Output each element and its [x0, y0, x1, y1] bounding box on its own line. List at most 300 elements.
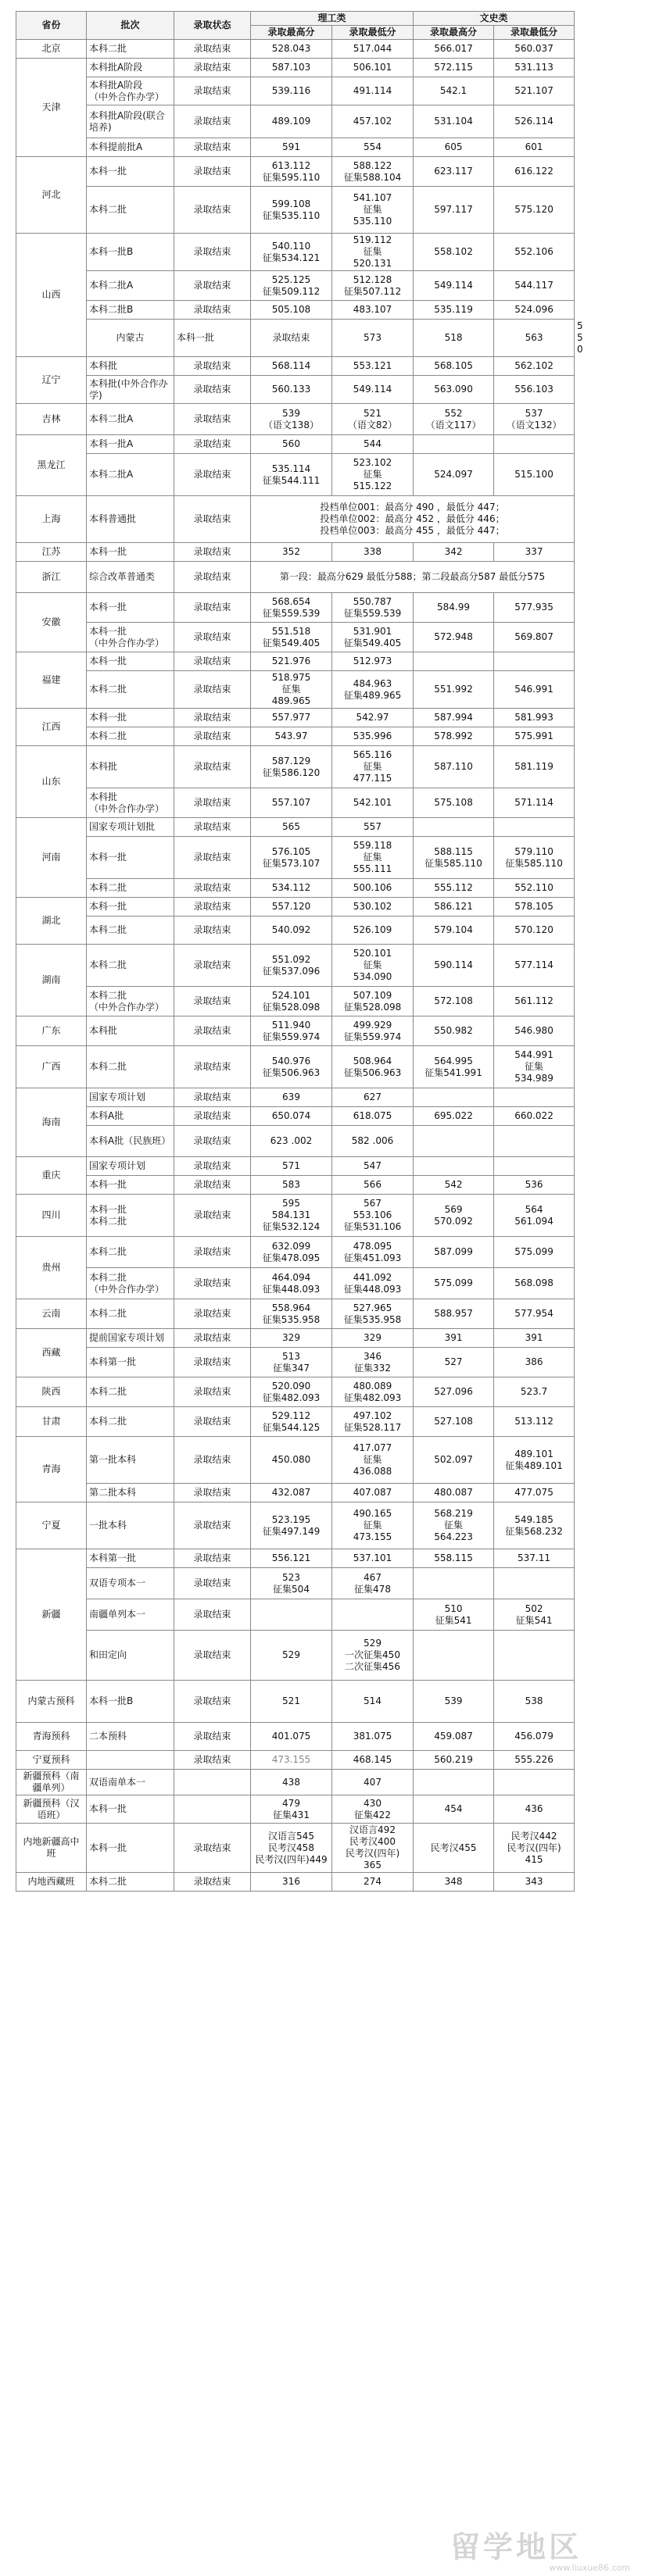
- table-row: [16, 898, 575, 916]
- header-province: 省份: [16, 12, 87, 40]
- province-cell: 安徽: [16, 593, 87, 652]
- sci-min-cell: 554: [332, 138, 414, 157]
- sci-max-cell: 401.075: [251, 1723, 332, 1751]
- status-cell: 录取结束: [174, 1176, 251, 1195]
- lib-max-cell: 342: [414, 543, 494, 562]
- sci-max-cell: 551.518 征集549.405: [251, 623, 332, 652]
- lib-max-cell: 539: [414, 1681, 494, 1723]
- sci-max-cell: 560.133: [251, 376, 332, 404]
- sci-min-cell: 518: [414, 320, 494, 357]
- sci-max-cell: 599.108 征集535.110: [251, 187, 332, 234]
- sci-min-cell: 346 征集332: [332, 1348, 414, 1377]
- sci-min-cell: 338: [332, 543, 414, 562]
- sci-max-cell: 520.090 征集482.093: [251, 1377, 332, 1407]
- sci-max-cell: 489.109: [251, 105, 332, 138]
- table-row: [16, 1723, 575, 1751]
- status-cell: [174, 1770, 251, 1795]
- lib-max-cell: 588.957: [414, 1299, 494, 1329]
- batch-cell: 南疆单列本一: [87, 1599, 174, 1631]
- table-row: [16, 623, 575, 652]
- sci-max-cell: 539.116: [251, 77, 332, 105]
- sci-min-cell: 566: [332, 1176, 414, 1195]
- watermark-site: www.liuxue86.com: [549, 2563, 630, 2573]
- lib-max-cell: [414, 1631, 494, 1681]
- status-cell: 录取结束: [174, 1437, 251, 1484]
- table-row: [16, 1088, 575, 1107]
- sci-max-cell: 523.195 征集497.149: [251, 1502, 332, 1549]
- status-cell: 录取结束: [174, 1107, 251, 1126]
- province-cell: 北京: [16, 40, 87, 59]
- table-row: [16, 1176, 575, 1195]
- lib-min-cell: 456.079: [494, 1723, 575, 1751]
- table-row: [16, 77, 575, 105]
- lib-min-cell: 581.993: [494, 709, 575, 727]
- lib-max-cell: 564.995 征集541.991: [414, 1046, 494, 1088]
- lib-min-cell: 343: [494, 1873, 575, 1892]
- lib-min-cell: 521.107: [494, 77, 575, 105]
- sci-max-cell: 591: [251, 138, 332, 157]
- province-cell: 上海: [16, 496, 87, 543]
- batch-cell: 第二批本科: [87, 1484, 174, 1502]
- table-row: [16, 157, 575, 187]
- sci-max-cell: 529: [251, 1631, 332, 1681]
- sci-min-cell: 519.112 征集 520.131: [332, 234, 414, 271]
- lib-max-cell: 605: [414, 138, 494, 157]
- sci-min-cell: 544: [332, 435, 414, 454]
- lib-min-cell: 549.185 征集568.232: [494, 1502, 575, 1549]
- province-cell: 内蒙古预科: [16, 1681, 87, 1723]
- lib-min-cell: 391: [494, 1329, 575, 1348]
- sci-min-cell: 588.122 征集588.104: [332, 157, 414, 187]
- lib-max-cell: 527: [414, 1348, 494, 1377]
- batch-cell: 综合改革普通类: [87, 562, 174, 593]
- batch-cell: 本科普通批: [87, 496, 174, 543]
- batch-cell: 本科二批: [87, 671, 174, 709]
- batch-cell: 本科一批A: [87, 435, 174, 454]
- province-cell: 天津: [16, 59, 87, 157]
- header-lib-max: 录取最高分: [414, 26, 494, 40]
- sci-min-cell: 514: [332, 1681, 414, 1723]
- sci-min-cell: 508.964 征集506.963: [332, 1046, 414, 1088]
- batch-cell: 本科一批 （中外合作办学）: [87, 623, 174, 652]
- lib-min-cell: 556.103: [494, 376, 575, 404]
- sci-min-cell: 407.087: [332, 1484, 414, 1502]
- sci-max-cell: 557.107: [251, 788, 332, 818]
- table-row: [16, 40, 575, 59]
- lib-max-cell: 586.121: [414, 898, 494, 916]
- lib-min-cell: 575.120: [494, 187, 575, 234]
- sci-max-cell: 479 征集431: [251, 1795, 332, 1824]
- batch-cell: 本科二批: [87, 1299, 174, 1329]
- table-row: [16, 234, 575, 271]
- status-cell: 录取结束: [174, 746, 251, 788]
- batch-cell: 本科第一批: [87, 1348, 174, 1377]
- lib-max-cell: 579.104: [414, 916, 494, 945]
- table-row: [16, 1348, 575, 1377]
- batch-cell: 国家专项计划: [87, 1157, 174, 1176]
- lib-max-cell: 563: [494, 320, 575, 357]
- sci-max-cell: 587.103: [251, 59, 332, 77]
- table-row: [16, 1046, 575, 1088]
- province-cell: 宁夏预科: [16, 1751, 87, 1770]
- sci-max-cell: 540.092: [251, 916, 332, 945]
- status-cell: 录取结束: [174, 1407, 251, 1437]
- lib-max-cell: 552 （语文117）: [414, 404, 494, 435]
- lib-max-cell: 510 征集541: [414, 1599, 494, 1631]
- sci-min-cell: 531.901 征集549.405: [332, 623, 414, 652]
- sci-min-cell: 483.107: [332, 301, 414, 320]
- lib-max-cell: [414, 1770, 494, 1795]
- sci-max-cell: 329: [251, 1329, 332, 1348]
- header-sci-max: 录取最高分: [251, 26, 332, 40]
- sci-max-cell: 524.101 征集528.098: [251, 987, 332, 1016]
- lib-max-cell: [414, 1157, 494, 1176]
- sci-max-cell: 525.125 征集509.112: [251, 271, 332, 301]
- batch-cell: 本科批: [87, 357, 174, 376]
- batch-cell: 本科一批: [87, 1795, 174, 1824]
- status-cell: 录取结束: [174, 837, 251, 879]
- batch-cell: 本科一批B: [87, 1681, 174, 1723]
- lib-min-cell: 560.037: [494, 40, 575, 59]
- lib-min-cell: 544.117: [494, 271, 575, 301]
- sci-max-cell: 557.977: [251, 709, 332, 727]
- sci-min-cell: 521 （语文82）: [332, 404, 414, 435]
- province-cell: 山东: [16, 746, 87, 818]
- batch-cell: 一批本科: [87, 1502, 174, 1549]
- lib-max-cell: [414, 435, 494, 454]
- status-cell: 录取结束: [174, 1046, 251, 1088]
- province-cell: 黑龙江: [16, 435, 87, 496]
- table-row: [16, 1157, 575, 1176]
- table-row: [16, 1107, 575, 1126]
- sci-min-cell: 542.97: [332, 709, 414, 727]
- table-row: [16, 496, 575, 543]
- sci-min-cell: 582 .006: [332, 1126, 414, 1157]
- batch-cell: 本科批 （中外合作办学）: [87, 788, 174, 818]
- province-cell: 河南: [16, 818, 87, 898]
- status-cell: 录取结束: [174, 1299, 251, 1329]
- lib-max-cell: 558.102: [414, 234, 494, 271]
- status-cell: 录取结束: [174, 1195, 251, 1237]
- sci-max-cell: 540.976 征集506.963: [251, 1046, 332, 1088]
- province-cell: 湖南: [16, 945, 87, 1016]
- table-row: [16, 837, 575, 879]
- batch-cell: 本科二批: [87, 1046, 174, 1088]
- status-cell: 录取结束: [174, 1348, 251, 1377]
- province-cell: 陕西: [16, 1377, 87, 1407]
- lib-min-cell: 579.110 征集585.110: [494, 837, 575, 879]
- header-sci-min: 录取最低分: [332, 26, 414, 40]
- lib-min-cell: 577.114: [494, 945, 575, 987]
- batch-cell: 本科二批A: [87, 404, 174, 435]
- status-cell: 录取结束: [174, 157, 251, 187]
- table-row: [16, 1770, 575, 1795]
- sci-max-cell: 560: [251, 435, 332, 454]
- lib-max-cell: 597.117: [414, 187, 494, 234]
- lib-min-cell: 575.099: [494, 1237, 575, 1268]
- lib-max-cell: 560.219: [414, 1751, 494, 1770]
- sci-min-cell: 490.165 征集 473.155: [332, 1502, 414, 1549]
- sci-max-cell: 623 .002: [251, 1126, 332, 1157]
- province-cell: 吉林: [16, 404, 87, 435]
- batch-cell: [87, 1751, 174, 1770]
- status-cell: 录取结束: [174, 357, 251, 376]
- lib-max-cell: 584.99: [414, 593, 494, 623]
- table-row: [16, 562, 575, 593]
- lib-min-cell: [494, 435, 575, 454]
- batch-cell: 本科二批: [87, 945, 174, 987]
- sci-max-cell: 632.099 征集478.095: [251, 1237, 332, 1268]
- lib-max-cell: 549.114: [414, 271, 494, 301]
- province-cell: 内地新疆高中班: [16, 1824, 87, 1873]
- table-row: [16, 746, 575, 788]
- status-cell: 录取结束: [174, 1681, 251, 1723]
- lib-min-cell: 575.991: [494, 727, 575, 746]
- batch-cell: 本科A批（民族班）: [87, 1126, 174, 1157]
- sci-min-cell: 480.089 征集482.093: [332, 1377, 414, 1407]
- sci-min-cell: 559.118 征集 555.111: [332, 837, 414, 879]
- lib-max-cell: 590.114: [414, 945, 494, 987]
- sci-max-cell: 595 584.131 征集532.124: [251, 1195, 332, 1237]
- batch-cell: 本科一批: [87, 1824, 174, 1873]
- lib-max-cell: 575.108: [414, 788, 494, 818]
- province-cell: 宁夏: [16, 1502, 87, 1549]
- lib-min-cell: 524.096: [494, 301, 575, 320]
- table-row: [16, 945, 575, 987]
- sci-min-cell: 381.075: [332, 1723, 414, 1751]
- lib-min-cell: 477.075: [494, 1484, 575, 1502]
- sci-max-cell: 576.105 征集573.107: [251, 837, 332, 879]
- lib-max-cell: 558.115: [414, 1549, 494, 1568]
- merged-score-cell: 投档单位001：最高分 490 ，最低分 447； 投档单位002：最高分 452 ，最低分 446； 投档单位003：最高分 455 ，最低分 447；: [251, 496, 575, 543]
- lib-min-cell: [494, 1631, 575, 1681]
- sci-max-cell: 539 （语文138）: [251, 404, 332, 435]
- status-cell: 录取结束: [174, 59, 251, 77]
- status-cell: 录取结束: [174, 818, 251, 837]
- status-cell: 录取结束: [174, 404, 251, 435]
- sci-max-cell: 540.110 征集534.121: [251, 234, 332, 271]
- lib-max-cell: [414, 1126, 494, 1157]
- sci-max-cell: 639: [251, 1088, 332, 1107]
- sci-max-cell: 432.087: [251, 1484, 332, 1502]
- batch-cell: 第一批本科: [87, 1437, 174, 1484]
- status-cell: 录取结束: [174, 1126, 251, 1157]
- status-cell: 录取结束: [174, 77, 251, 105]
- status-cell: 录取结束: [174, 271, 251, 301]
- lib-min-cell: 502 征集541: [494, 1599, 575, 1631]
- status-cell: 录取结束: [174, 1377, 251, 1407]
- sci-min-cell: [332, 1599, 414, 1631]
- batch-cell: 本科二批A: [87, 454, 174, 496]
- table-row: [16, 1631, 575, 1681]
- batch-cell: 本科二批: [87, 187, 174, 234]
- sci-max-cell: 518.975 征集 489.965: [251, 671, 332, 709]
- lib-min-cell: 569.807: [494, 623, 575, 652]
- lib-max-cell: 542.1: [414, 77, 494, 105]
- table-row: [16, 593, 575, 623]
- batch-cell: 本科提前批A: [87, 138, 174, 157]
- province-cell: 青海预科: [16, 1723, 87, 1751]
- table-row: [16, 1268, 575, 1299]
- province-cell: 广西: [16, 1046, 87, 1088]
- lib-min-cell: 546.980: [494, 1016, 575, 1046]
- sci-max-cell: 汉语言545 民考汉458 民考汉(四年)449: [251, 1824, 332, 1873]
- status-cell: 录取结束: [174, 1237, 251, 1268]
- batch-cell: 国家专项计划批: [87, 818, 174, 837]
- status-cell: 录取结束: [174, 987, 251, 1016]
- batch-cell: 和田定向: [87, 1631, 174, 1681]
- sci-min-cell: 430 征集422: [332, 1795, 414, 1824]
- batch-cell: 本科二批: [87, 1407, 174, 1437]
- status-cell: 录取结束: [174, 727, 251, 746]
- batch-cell: 双语南单本一: [87, 1770, 174, 1795]
- sci-min-cell: 468.145: [332, 1751, 414, 1770]
- table-row: [16, 1299, 575, 1329]
- sci-max-cell: 521: [251, 1681, 332, 1723]
- sci-max-cell: 464.094 征集448.093: [251, 1268, 332, 1299]
- sci-max-cell: 535.114 征集544.111: [251, 454, 332, 496]
- sci-max-cell: 573: [332, 320, 414, 357]
- lib-max-cell: 568.105: [414, 357, 494, 376]
- header-science: 理工类: [251, 12, 414, 26]
- province-cell: 河北: [16, 157, 87, 234]
- lib-max-cell: 575.099: [414, 1268, 494, 1299]
- sci-max-cell: 505.108: [251, 301, 332, 320]
- lib-max-cell: 542: [414, 1176, 494, 1195]
- batch-cell: 本科二批: [87, 40, 174, 59]
- sci-max-cell: 556.121: [251, 1549, 332, 1568]
- lib-min-cell: 577.954: [494, 1299, 575, 1329]
- table-row: [16, 271, 575, 301]
- lib-min-cell: 571.114: [494, 788, 575, 818]
- lib-max-cell: 502.097: [414, 1437, 494, 1484]
- lib-max-cell: 民考汉455: [414, 1824, 494, 1873]
- batch-cell: 本科批(中外合作办学): [87, 376, 174, 404]
- status-cell: 录取结束: [174, 593, 251, 623]
- batch-cell: 本科批A阶段: [87, 59, 174, 77]
- province-cell: 江西: [16, 709, 87, 746]
- status-cell: 录取结束: [174, 898, 251, 916]
- lib-max-cell: 527.096: [414, 1377, 494, 1407]
- batch-cell: 本科批A阶段(联合培养): [87, 105, 174, 138]
- batch-cell: 二本预科: [87, 1723, 174, 1751]
- header-batch: 批次: [87, 12, 174, 40]
- status-cell: 录取结束: [174, 562, 251, 593]
- province-cell: 新疆: [16, 1549, 87, 1681]
- sci-max-cell: 352: [251, 543, 332, 562]
- batch-cell: 本科批A阶段 （中外合作办学）: [87, 77, 174, 105]
- sci-min-cell: 553.121: [332, 357, 414, 376]
- table-row: [16, 138, 575, 157]
- lib-min-cell: 537.11: [494, 1549, 575, 1568]
- lib-min-cell: 568.098: [494, 1268, 575, 1299]
- lib-min-cell: 526.114: [494, 105, 575, 138]
- table-row: [16, 376, 575, 404]
- lib-max-cell: 572.108: [414, 987, 494, 1016]
- table-row: [16, 1568, 575, 1599]
- table-row: [16, 1329, 575, 1348]
- lib-min-cell: 436: [494, 1795, 575, 1824]
- lib-min-cell: [494, 1088, 575, 1107]
- batch-cell: 本科A批: [87, 1107, 174, 1126]
- table-row: [16, 1502, 575, 1549]
- sci-min-cell: 547: [332, 1157, 414, 1176]
- sci-min-cell: 499.929 征集559.974: [332, 1016, 414, 1046]
- table-row: [16, 301, 575, 320]
- lib-max-cell: 568.219 征集 564.223: [414, 1502, 494, 1549]
- sci-min-cell: 484.963 征集489.965: [332, 671, 414, 709]
- sci-min-cell: 565.116 征集 477.115: [332, 746, 414, 788]
- lib-min-cell: 601: [494, 138, 575, 157]
- table-row: [16, 709, 575, 727]
- status-cell: 录取结束: [251, 320, 332, 357]
- batch-cell: 本科二批: [87, 1237, 174, 1268]
- batch-cell: 提前国家专项计划: [87, 1329, 174, 1348]
- lib-min-cell: 577.935: [494, 593, 575, 623]
- lib-min-cell: [494, 652, 575, 671]
- lib-min-cell: [494, 1770, 575, 1795]
- table-row: [16, 1237, 575, 1268]
- province-cell: 新疆预科（南疆单列）: [16, 1770, 87, 1795]
- table-row: [16, 404, 575, 435]
- lib-max-cell: [414, 652, 494, 671]
- merged-score-cell: 第一段：最高分629 最低分588；第二段最高分587 最低分575: [251, 562, 575, 593]
- status-cell: 录取结束: [174, 1016, 251, 1046]
- batch-cell: 本科第一批: [87, 1549, 174, 1568]
- table-row: [16, 1016, 575, 1046]
- lib-max-cell: 454: [414, 1795, 494, 1824]
- admission-table-wrapper: [16, 11, 583, 1892]
- batch-cell: 本科二批B: [87, 301, 174, 320]
- lib-max-cell: 587.994: [414, 709, 494, 727]
- sci-min-cell: 541.107 征集 535.110: [332, 187, 414, 234]
- lib-min-cell: 523.7: [494, 1377, 575, 1407]
- table-row: [16, 1126, 575, 1157]
- table-row: [16, 727, 575, 746]
- lib-max-cell: 480.087: [414, 1484, 494, 1502]
- sci-min-cell: 457.102: [332, 105, 414, 138]
- lib-max-cell: 550.982: [414, 1016, 494, 1046]
- lib-max-cell: 459.087: [414, 1723, 494, 1751]
- lib-max-cell: 391: [414, 1329, 494, 1348]
- province-cell: 内蒙古: [87, 320, 174, 357]
- batch-cell: 本科一批: [87, 652, 174, 671]
- header-status: 录取状态: [174, 12, 251, 40]
- sci-max-cell: 558.964 征集535.958: [251, 1299, 332, 1329]
- table-row: [16, 818, 575, 837]
- status-cell: 录取结束: [174, 435, 251, 454]
- province-cell: 青海: [16, 1437, 87, 1502]
- province-cell: 浙江: [16, 562, 87, 593]
- sci-min-cell: 535.996: [332, 727, 414, 746]
- status-cell: 录取结束: [174, 1268, 251, 1299]
- table-row: [16, 454, 575, 496]
- sci-min-cell: 557: [332, 818, 414, 837]
- sci-min-cell: 500.106: [332, 879, 414, 898]
- lib-max-cell: 572.115: [414, 59, 494, 77]
- province-cell: 新疆预科（汉语班）: [16, 1795, 87, 1824]
- province-cell: 广东: [16, 1016, 87, 1046]
- province-cell: 贵州: [16, 1237, 87, 1299]
- table-row: [16, 1195, 575, 1237]
- lib-max-cell: 527.108: [414, 1407, 494, 1437]
- lib-min-cell: 538: [494, 1681, 575, 1723]
- sci-min-cell: 517.044: [332, 40, 414, 59]
- status-cell: 录取结束: [174, 454, 251, 496]
- province-cell: 江苏: [16, 543, 87, 562]
- lib-min-cell: 660.022: [494, 1107, 575, 1126]
- lib-min-cell: 民考汉442 民考汉(四年) 415: [494, 1824, 575, 1873]
